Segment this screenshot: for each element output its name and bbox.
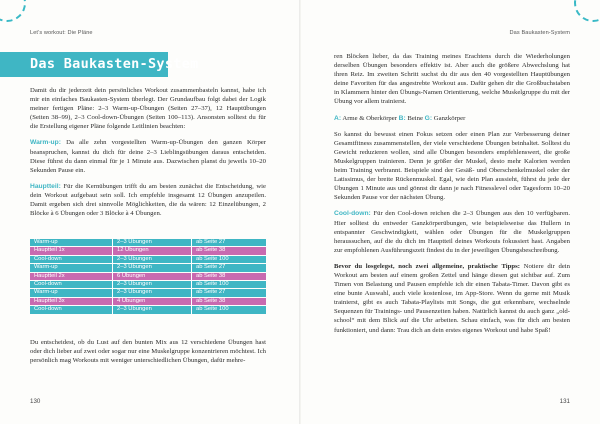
plan-pages-cell: ab Seite 38: [191, 273, 266, 280]
page-title: Das Baukasten-System: [30, 56, 199, 72]
legend-b-text: Beine: [405, 114, 425, 122]
cooldown-label: Cool-down:: [334, 210, 371, 218]
plan-pages-cell: ab Seite 27: [191, 239, 266, 246]
plan-pages-cell: ab Seite 100: [191, 281, 266, 288]
warmup-text: Da alle zehn vorgestellten Warm-up-Übungen den ganzen Körper beanspruchen, kannst du dich für deine 2–3 Lieblingsübungen daraus entscheiden. Diese führst du dann einmal für je 1 Minute aus. Dazwischen planst du jeweils 10–20 Sekunden Pause ein.: [30, 139, 266, 174]
intro-paragraph: Damit du dir jederzeit dein persönliches Workout zusammenbasteln kannst, habe ich mir ein einfaches Baukasten-System überlegt. Der Grundaufbau folgt dabei der Logik meiner fertigen Pläne: 2–3 Warm-up-Übungen (Seiten 27–37), 12 Hauptübungen (Seiten 38–99), 2–3 Cool-down-Übungen (Seiten 100–113). Ansonsten solltest du für die Erstellung eigener Pläne folgende Leitlinien beachten:: [30, 87, 266, 131]
plan-pages-cell: ab Seite 38: [191, 247, 266, 254]
plan-phase-cell: Warm-up: [30, 289, 112, 296]
legend-a-key: A:: [334, 114, 342, 122]
plan-phase-cell: Warm-up: [30, 239, 112, 246]
plan-phase-cell: Warm-up: [30, 264, 112, 271]
legend-g-text: Ganzkörper: [432, 114, 466, 122]
after-table-paragraph: Du entscheidest, ob du Lust auf den bunten Mix aus 12 verschiedene Übungen hast oder dich lieber auf zwei oder sogar nur eine Muskelgruppe konzentrieren möchtest. Ich persönlich mag Workouts mit weniger unterschiedlichen Übungen, dafür mehre-: [30, 339, 267, 365]
plan-row: [30, 264, 266, 271]
plan-phase-cell: Cool-down: [30, 281, 112, 288]
page-number-left: 130: [30, 398, 41, 405]
plan-row: [30, 289, 266, 296]
tips-lead: Bevor du losgelegst, noch zwei allgemeine, praktische Tipps:: [334, 262, 520, 270]
plan-row: [30, 298, 266, 305]
plan-pages-cell: ab Seite 100: [191, 306, 266, 313]
focus-paragraph: So kannst du bewusst einen Fokus setzen oder einen Plan zur Verbesserung deiner Gesamtfitness zusammenstellen, der viele verschiedene Übungen beinhaltet. Solltest du Gewicht reduzieren wollen, sind alle Übungen besonders empfehlenswert, die große Muskelgruppen trainieren. Denn je größer der Muskel, desto mehr Kalorien werden beim Training verbrannt. Beispiele sind der Gesäß- und Oberschenkelmuskel oder der Latissimus, der breite Rückenmuskel. Egal, wie dein Plan aussieht, führst du jede der Übungen 1 Minute aus und gönnst dir dann je nach Fitnesslevel oder Tagesform 10–20 Sekunden Pause vor der nächsten Übung.: [334, 130, 570, 202]
plan-count-cell: 2–3 Übungen: [112, 289, 191, 296]
workout-plan-table: [30, 238, 266, 315]
left-column-after-table: [30, 338, 266, 372]
left-column: [30, 86, 266, 225]
title-band: [0, 52, 199, 77]
legend-a-text: Arme & Oberkörper: [341, 114, 399, 122]
plan-row: [30, 273, 266, 280]
running-head-left: Let’s workout: Die Pläne: [30, 30, 93, 36]
plan-pages-cell: ab Seite 100: [191, 256, 266, 263]
plan-row: [30, 256, 266, 263]
plan-phase-cell: Cool-down: [30, 306, 112, 313]
decorative-dashed-circle: [0, 0, 26, 22]
plan-phase-cell: Hauptteil 2x: [30, 273, 112, 280]
cooldown-text: Für den Cool-down reichen die 2–3 Übungen aus den 10 verfügbaren. Hier solltest du entweder Ganzkörperübungen, wie beispielsweise das Hullern in entspannter Geschwindigkeit, wählen oder Übungen für die Muskelgruppen heraussuchen, auf die du dich im Hauptteil deines Workouts fokussiert hast. Angaben zur empfohlenen Ausführungszeit findest du in der jeweiligen Übungsbeschreibung.: [334, 210, 570, 254]
plan-row: [30, 239, 266, 246]
legend-b-key: B:: [398, 114, 406, 122]
warmup-label: Warm-up:: [30, 139, 61, 147]
plan-row: [30, 247, 266, 254]
plan-count-cell: 2–3 Übungen: [112, 239, 191, 246]
running-head-right: Das Baukasten-System: [509, 30, 570, 36]
tips-text: Notiere dir dein Workout am besten auf einem großen Zettel und hänge diesen gut sichtbar auf. Zum Timen von Belastung und Pausen empfehle ich dir einen Tabata-Timer. Davon gibt es eine bunte Auswahl, auch viele kostenlose, im App-Store. Wenn du gerne mit Musik trainierst, gibt es auch Tabata-Playlists mit Songs, die gut erkennbare, wechselnde Sequenzen für Trainings- und Pausenzeiten haben. Natürlich kannst du auch ganz „old-school“ mit dem Blick auf die Uhr arbeiten. Schau einfach, was für dich am besten funktioniert, und dann: Trau dich an dein erstes eigenes Workout und habe Spaß!: [334, 262, 570, 334]
plan-pages-cell: ab Seite 27: [191, 264, 266, 271]
plan-count-cell: 12 Übungen: [112, 247, 191, 254]
plan-count-cell: 2–3 Übungen: [112, 264, 191, 271]
plan-phase-cell: Hauptteil 3x: [30, 298, 112, 305]
hauptteil-label: Hauptteil:: [30, 182, 61, 190]
plan-count-cell: 4 Übungen: [112, 298, 191, 305]
plan-row: [30, 306, 266, 313]
plan-phase-cell: Cool-down: [30, 256, 112, 263]
plan-pages-cell: ab Seite 27: [191, 289, 266, 296]
plan-count-cell: 6 Übungen: [112, 273, 191, 280]
page-number-right: 131: [559, 398, 570, 405]
muscle-group-legend: [334, 114, 570, 123]
hauptteil-text: Für die Kernübungen trifft du am besten zunächst die Entscheidung, wie dein Workout aufgebaut sein soll. Ich empfehle insgesamt 12 Übungen anzupeilen. Damit ergeben sich drei sinnvolle Möglichkeiten, die da wären: 12 Einzelübungen, 2 Blöcke à 6 Übungen oder 3 Blöcke à 4 Übungen.: [30, 182, 266, 218]
warmup-paragraph: [30, 138, 266, 174]
plan-phase-cell: Hauptteil 1x: [30, 247, 112, 254]
plan-row: [30, 281, 266, 288]
decorative-dashed-circle: [574, 0, 600, 22]
legend-g-key: G:: [424, 114, 433, 122]
tips-paragraph: [334, 262, 570, 335]
plan-count-cell: 2–3 Übungen: [112, 306, 191, 313]
continuation-paragraph: ren Blöcken lieber, da das Training meines Erachtens durch die Wiederholungen derselben Übungen besonders effektiv ist. Aber auch die größere Abwechslung hat ihren Reiz. Im zweiten Schritt suchst du dir aus den 40 vorgestellten Hauptübungen deine Favoriten für das angestrebte Workout aus. Dafür gehen dir die Großbuchstaben in Klammern hinter den Übungs-Namen Orientierung, welche Muskelgruppe du mit der Übung vor allem trainierst.: [334, 53, 570, 106]
plan-count-cell: 2–3 Übungen: [112, 256, 191, 263]
plan-pages-cell: ab Seite 38: [191, 298, 266, 305]
hauptteil-paragraph: [30, 182, 266, 218]
plan-count-cell: 2–3 Übungen: [112, 281, 191, 288]
cooldown-paragraph: [334, 209, 570, 254]
right-column: [334, 52, 570, 342]
